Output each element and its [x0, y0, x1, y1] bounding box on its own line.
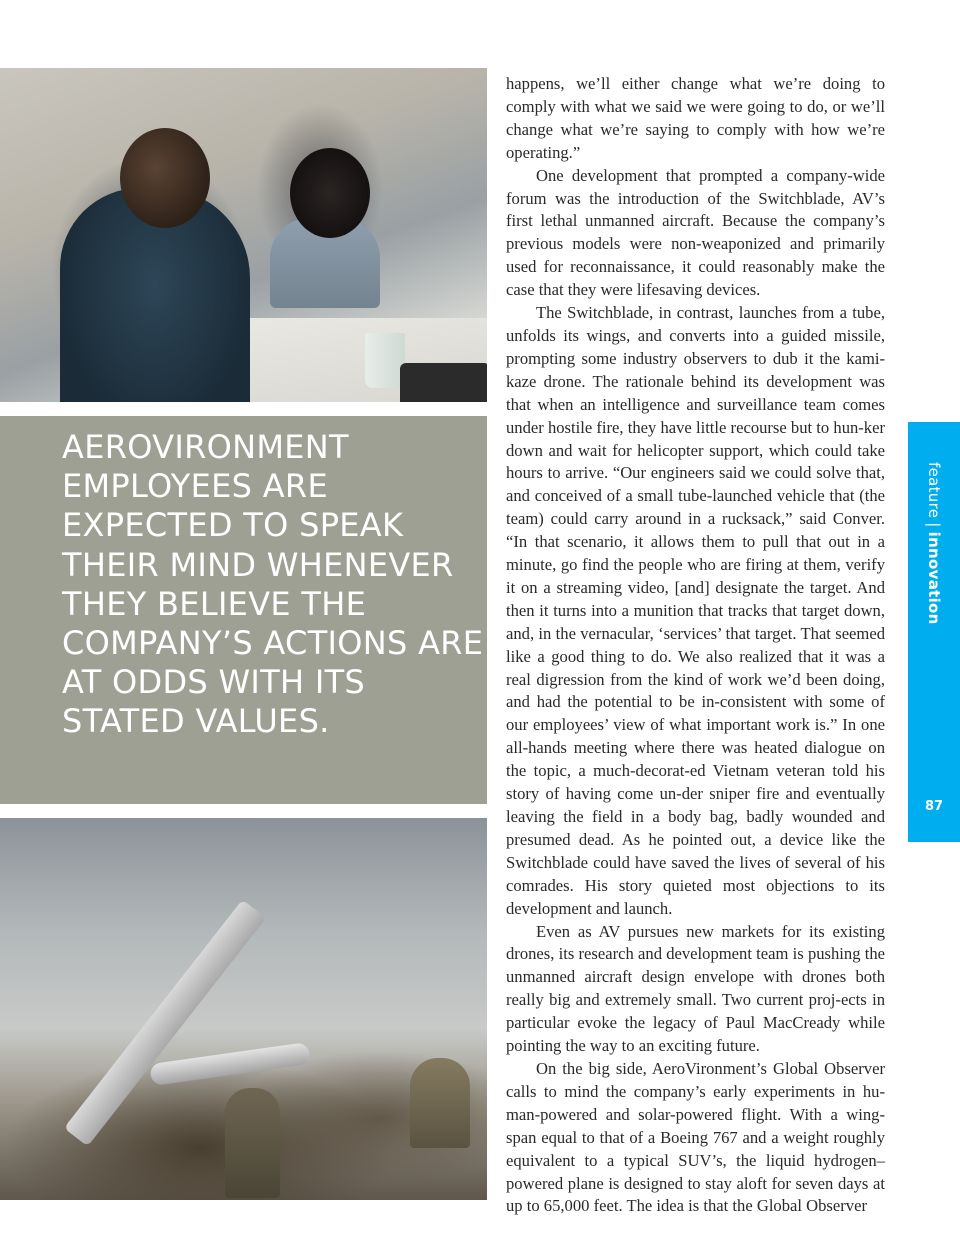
photo-drone-fuselage: [149, 1042, 311, 1086]
photo-laptop: [400, 363, 487, 402]
article-body: [506, 73, 885, 1218]
photo-soldier: [410, 1058, 470, 1148]
section-name: feature: [925, 462, 943, 519]
section-label: [925, 462, 943, 642]
page-number: 87: [924, 799, 944, 814]
pull-quote: AEROVIRONMENT EMPLOYEES ARE EXPECTED TO SPEAK THEIR MIND WHENEVER THEY BELIEVE THE COMPANY’S ACTIONS ARE AT ODDS WITH ITS STATED VALUES.: [62, 428, 484, 741]
article-paragraph: The Switchblade, in contrast, launches from a tube, unfolds its wings, and converts into a guided missile, prompting some industry observers to dub it the kami-kaze drone. The rationale behind its development was that when an intelligence and surveillance team comes under hostile fire, they have little recourse but to hun-ker down and wait for helicopter support, which could take hours to arrive. “Our engineers said we could solve that, and conceived of a small tube-launched vehicle that (the team) could carry around in a rucksack,” said Conver. “In that scenario, it allows them to pull that out in a minute, go find the people who are firing at them, verify it on a streaming video, [and] designate the target. And then it turns into a munition that tracks that target down, and, in the vernacular, ‘services’ that target. That seemed like a good thing to do. We also realized that it was a real digression from the kind of work we’d been doing, and had the potential to be in-consistent with some of our employees’ view of what important work is.” In one all-hands meeting where there was heated dialogue on the topic, a much-decorat-ed Vietnam veteran told his story of having come un-der sniper fire and eventually leaving the field in a body bag, badly wounded and presumed dead. As he pointed out, a device like the Switchblade could have saved the lives of several of his comrades. His story quieted most objections to its development and launch.: [506, 303, 885, 918]
section-separator: |: [925, 522, 943, 528]
article-paragraph: Even as AV pursues new markets for its existing drones, its research and development team is pushing the unmanned aircraft design envelope with drones both really big and extremely small. Two current proj-ects in particular evoke the legacy of Paul MacCready while pointing the way to an exciting future.: [506, 921, 885, 1056]
article-paragraph: One development that prompted a company-wide forum was the introduction of the Switchblade, AV’s first lethal unmanned aircraft. Because the company’s previous models were non-weaponized and primarily used for reconnaissance, it could reasonably make the case that they were lifesaving devices.: [506, 165, 885, 300]
brainstorming-photo: [0, 68, 487, 402]
photo-man-head: [120, 128, 210, 228]
article-paragraph: happens, we’ll either change what we’re doing to comply with what we said we were going to do, or we’ll change what we’re saying to comply with how we’re operating.”: [506, 74, 885, 162]
photo-woman-head: [290, 148, 370, 238]
pull-quote-box: [0, 416, 487, 804]
section-side-tab: [908, 422, 960, 842]
puma-drone-photo: [0, 818, 487, 1200]
photo-soldier: [225, 1088, 280, 1198]
section-topic: innovation: [925, 531, 943, 625]
article-paragraph: On the big side, AeroVironment’s Global Observer calls to mind the company’s early experiments in hu-man-powered and solar-powered flight. With a wing-span equal to that of a Boeing 767 and a weight roughly equivalent to a typical SUV’s, the liquid hydrogen–powered plane is designed to stay aloft for seven days at up to 65,000 feet. The idea is that the Global Observer: [506, 1058, 885, 1216]
photo-cup: [365, 333, 405, 388]
